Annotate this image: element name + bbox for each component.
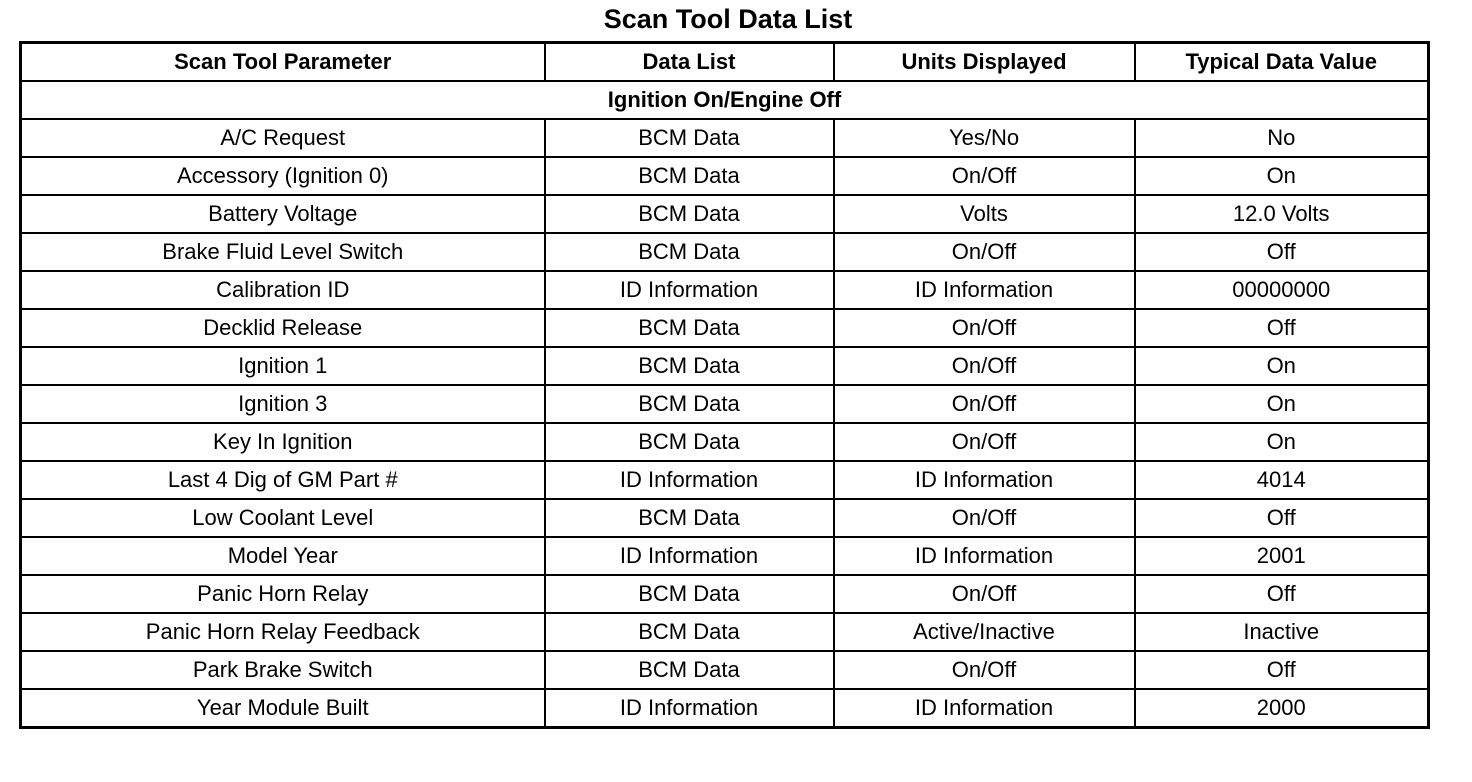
table-row bbox=[21, 689, 1429, 728]
cell-parameter: Panic Horn Relay bbox=[21, 575, 545, 613]
cell-typical-value: 2000 bbox=[1135, 689, 1429, 728]
cell-data-list: ID Information bbox=[545, 537, 834, 575]
cell-parameter: Accessory (Ignition 0) bbox=[21, 157, 545, 195]
cell-parameter: Park Brake Switch bbox=[21, 651, 545, 689]
section-row bbox=[21, 81, 1429, 119]
cell-parameter: Panic Horn Relay Feedback bbox=[21, 613, 545, 651]
table-header-row bbox=[21, 43, 1429, 82]
table-row bbox=[21, 651, 1429, 689]
cell-units: Volts bbox=[834, 195, 1135, 233]
cell-parameter: Ignition 1 bbox=[21, 347, 545, 385]
cell-data-list: ID Information bbox=[545, 689, 834, 728]
cell-typical-value: Off bbox=[1135, 309, 1429, 347]
cell-units: ID Information bbox=[834, 461, 1135, 499]
cell-typical-value: Off bbox=[1135, 233, 1429, 271]
cell-typical-value: On bbox=[1135, 347, 1429, 385]
cell-typical-value: No bbox=[1135, 119, 1429, 157]
cell-data-list: BCM Data bbox=[545, 233, 834, 271]
cell-typical-value: Off bbox=[1135, 499, 1429, 537]
cell-units: Yes/No bbox=[834, 119, 1135, 157]
cell-data-list: ID Information bbox=[545, 271, 834, 309]
cell-units: On/Off bbox=[834, 499, 1135, 537]
cell-parameter: Low Coolant Level bbox=[21, 499, 545, 537]
table-row bbox=[21, 195, 1429, 233]
cell-typical-value: Off bbox=[1135, 651, 1429, 689]
scan-tool-data-table bbox=[19, 41, 1430, 729]
table-row bbox=[21, 119, 1429, 157]
cell-units: On/Off bbox=[834, 423, 1135, 461]
table-row bbox=[21, 309, 1429, 347]
cell-units: ID Information bbox=[834, 271, 1135, 309]
cell-data-list: BCM Data bbox=[545, 651, 834, 689]
cell-units: Active/Inactive bbox=[834, 613, 1135, 651]
cell-units: On/Off bbox=[834, 157, 1135, 195]
cell-parameter: A/C Request bbox=[21, 119, 545, 157]
cell-units: On/Off bbox=[834, 347, 1135, 385]
cell-data-list: BCM Data bbox=[545, 309, 834, 347]
table-row bbox=[21, 613, 1429, 651]
cell-typical-value: 4014 bbox=[1135, 461, 1429, 499]
cell-parameter: Key In Ignition bbox=[21, 423, 545, 461]
cell-data-list: BCM Data bbox=[545, 385, 834, 423]
cell-typical-value: On bbox=[1135, 423, 1429, 461]
cell-data-list: BCM Data bbox=[545, 195, 834, 233]
cell-parameter: Battery Voltage bbox=[21, 195, 545, 233]
page-title: Scan Tool Data List bbox=[603, 4, 853, 34]
table-row bbox=[21, 347, 1429, 385]
cell-parameter: Year Module Built bbox=[21, 689, 545, 728]
section-label: Ignition On/Engine Off bbox=[21, 81, 1429, 119]
cell-parameter: Brake Fluid Level Switch bbox=[21, 233, 545, 271]
table-row bbox=[21, 157, 1429, 195]
cell-units: ID Information bbox=[834, 537, 1135, 575]
cell-typical-value: Off bbox=[1135, 575, 1429, 613]
cell-typical-value: Inactive bbox=[1135, 613, 1429, 651]
cell-parameter: Decklid Release bbox=[21, 309, 545, 347]
cell-units: On/Off bbox=[834, 385, 1135, 423]
table-row bbox=[21, 233, 1429, 271]
table-row bbox=[21, 499, 1429, 537]
table-row bbox=[21, 575, 1429, 613]
table-row bbox=[21, 423, 1429, 461]
cell-parameter: Calibration ID bbox=[21, 271, 545, 309]
cell-parameter: Model Year bbox=[21, 537, 545, 575]
cell-units: On/Off bbox=[834, 309, 1135, 347]
cell-data-list: ID Information bbox=[545, 461, 834, 499]
cell-data-list: BCM Data bbox=[545, 613, 834, 651]
table-row bbox=[21, 385, 1429, 423]
table-row bbox=[21, 537, 1429, 575]
cell-typical-value: 2001 bbox=[1135, 537, 1429, 575]
cell-data-list: BCM Data bbox=[545, 347, 834, 385]
cell-typical-value: On bbox=[1135, 157, 1429, 195]
header-typical-data-value: Typical Data Value bbox=[1135, 43, 1429, 82]
table-row bbox=[21, 461, 1429, 499]
cell-units: ID Information bbox=[834, 689, 1135, 728]
cell-parameter: Last 4 Dig of GM Part # bbox=[21, 461, 545, 499]
header-units-displayed: Units Displayed bbox=[834, 43, 1135, 82]
table-row bbox=[21, 271, 1429, 309]
cell-typical-value: 00000000 bbox=[1135, 271, 1429, 309]
cell-data-list: BCM Data bbox=[545, 423, 834, 461]
header-data-list: Data List bbox=[545, 43, 834, 82]
cell-typical-value: On bbox=[1135, 385, 1429, 423]
cell-data-list: BCM Data bbox=[545, 157, 834, 195]
cell-data-list: BCM Data bbox=[545, 575, 834, 613]
header-scan-tool-parameter: Scan Tool Parameter bbox=[21, 43, 545, 82]
cell-typical-value: 12.0 Volts bbox=[1135, 195, 1429, 233]
cell-units: On/Off bbox=[834, 575, 1135, 613]
cell-data-list: BCM Data bbox=[545, 499, 834, 537]
cell-parameter: Ignition 3 bbox=[21, 385, 545, 423]
cell-data-list: BCM Data bbox=[545, 119, 834, 157]
cell-units: On/Off bbox=[834, 651, 1135, 689]
cell-units: On/Off bbox=[834, 233, 1135, 271]
